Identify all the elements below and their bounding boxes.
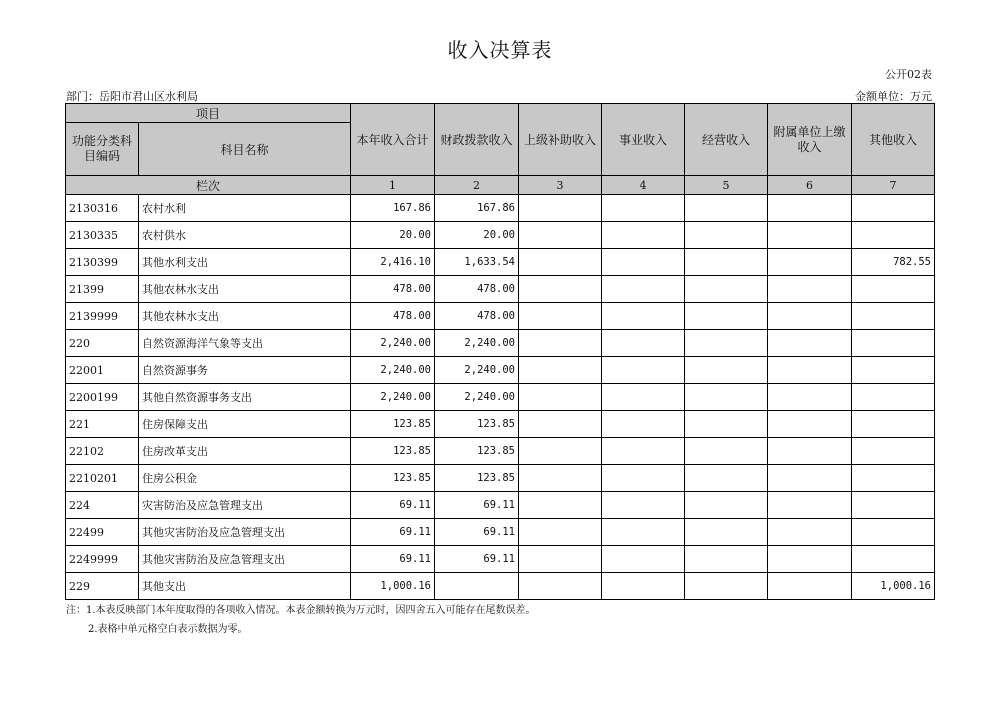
other-income-cell	[852, 222, 935, 249]
function-code-cell: 2130316	[66, 195, 139, 222]
operating-income-cell	[685, 195, 768, 222]
business-income-cell	[602, 195, 685, 222]
column-number: 4	[602, 176, 685, 195]
subject-name-cell: 灾害防治及应急管理支出	[139, 492, 351, 519]
affiliated-unit-cell	[768, 303, 852, 330]
function-code-cell: 2200199	[66, 384, 139, 411]
superior-subsidy-cell	[519, 357, 602, 384]
table-row	[66, 222, 935, 249]
function-code-cell: 21399	[66, 276, 139, 303]
function-code-cell: 22499	[66, 519, 139, 546]
superior-subsidy-cell	[519, 195, 602, 222]
superior-subsidy-cell	[519, 222, 602, 249]
project-header: 项目	[66, 104, 351, 123]
operating-income-cell	[685, 573, 768, 600]
business-income-cell	[602, 303, 685, 330]
operating-income-cell	[685, 303, 768, 330]
fiscal-allocation-cell: 167.86	[435, 195, 519, 222]
table-row	[66, 384, 935, 411]
function-code-cell: 224	[66, 492, 139, 519]
fiscal-allocation-cell: 20.00	[435, 222, 519, 249]
table-row	[66, 519, 935, 546]
fiscal-allocation-cell: 2,240.00	[435, 357, 519, 384]
total-income-cell: 478.00	[351, 276, 435, 303]
page-title: 收入决算表	[447, 38, 553, 62]
superior-subsidy-cell	[519, 519, 602, 546]
other-income-cell	[852, 519, 935, 546]
function-code-cell: 2210201	[66, 465, 139, 492]
total-income-cell: 2,416.10	[351, 249, 435, 276]
affiliated-unit-cell	[768, 195, 852, 222]
function-code-cell: 2130335	[66, 222, 139, 249]
subject-name-cell: 其他自然资源事务支出	[139, 384, 351, 411]
column-number-row	[66, 176, 935, 195]
operating-income-cell	[685, 357, 768, 384]
superior-subsidy-cell	[519, 276, 602, 303]
affiliated-unit-cell	[768, 276, 852, 303]
total-income-cell: 2,240.00	[351, 330, 435, 357]
function-code-cell: 229	[66, 573, 139, 600]
other-income-cell	[852, 411, 935, 438]
total-income-cell: 69.11	[351, 519, 435, 546]
affiliated-unit-header: 附属单位上缴收入	[768, 104, 852, 176]
column-number: 2	[435, 176, 519, 195]
superior-subsidy-cell	[519, 438, 602, 465]
superior-subsidy-header: 上级补助收入	[519, 104, 602, 176]
operating-income-cell	[685, 492, 768, 519]
total-income-cell: 123.85	[351, 438, 435, 465]
subject-name-cell: 其他农林水支出	[139, 276, 351, 303]
column-number: 3	[519, 176, 602, 195]
affiliated-unit-cell	[768, 330, 852, 357]
fiscal-allocation-cell: 478.00	[435, 276, 519, 303]
superior-subsidy-cell	[519, 546, 602, 573]
other-income-cell	[852, 546, 935, 573]
operating-income-cell	[685, 276, 768, 303]
other-income-cell	[852, 195, 935, 222]
table-row	[66, 438, 935, 465]
business-income-cell	[602, 357, 685, 384]
superior-subsidy-cell	[519, 492, 602, 519]
superior-subsidy-cell	[519, 573, 602, 600]
total-income-cell: 1,000.16	[351, 573, 435, 600]
business-income-cell	[602, 546, 685, 573]
total-income-cell: 69.11	[351, 546, 435, 573]
fiscal-allocation-cell: 123.85	[435, 411, 519, 438]
other-income-cell	[852, 492, 935, 519]
operating-income-cell	[685, 330, 768, 357]
operating-income-cell	[685, 222, 768, 249]
form-number: 公开02表	[885, 68, 932, 81]
total-income-cell: 167.86	[351, 195, 435, 222]
function-code-cell: 2130399	[66, 249, 139, 276]
operating-income-header: 经营收入	[685, 104, 768, 176]
other-income-cell	[852, 438, 935, 465]
business-income-cell	[602, 384, 685, 411]
fiscal-allocation-cell: 1,633.54	[435, 249, 519, 276]
other-income-cell	[852, 330, 935, 357]
superior-subsidy-cell	[519, 330, 602, 357]
fiscal-allocation-cell: 123.85	[435, 465, 519, 492]
business-income-cell	[602, 222, 685, 249]
other-income-header: 其他收入	[852, 104, 935, 176]
table-row	[66, 573, 935, 600]
fiscal-allocation-cell: 478.00	[435, 303, 519, 330]
subject-name-cell: 农村供水	[139, 222, 351, 249]
operating-income-cell	[685, 465, 768, 492]
department-label: 部门：岳阳市君山区水利局	[66, 90, 198, 103]
table-row	[66, 249, 935, 276]
footnote-1: 注：1.本表反映部门本年度取得的各项收入情况。本表金额转换为万元时，因四舍五入可能存在尾数误差。	[66, 605, 536, 616]
other-income-cell	[852, 276, 935, 303]
other-income-cell: 1,000.16	[852, 573, 935, 600]
other-income-cell	[852, 384, 935, 411]
operating-income-cell	[685, 438, 768, 465]
subject-name-cell: 其他支出	[139, 573, 351, 600]
footnotes	[66, 601, 536, 639]
superior-subsidy-cell	[519, 249, 602, 276]
table-row	[66, 303, 935, 330]
affiliated-unit-cell	[768, 492, 852, 519]
total-income-cell: 478.00	[351, 303, 435, 330]
subject-name-cell: 住房公积金	[139, 465, 351, 492]
function-code-cell: 22001	[66, 357, 139, 384]
function-code-cell: 220	[66, 330, 139, 357]
total-income-cell: 123.85	[351, 411, 435, 438]
business-income-cell	[602, 492, 685, 519]
function-code-header: 功能分类科目编码	[66, 123, 139, 176]
business-income-cell	[602, 519, 685, 546]
fiscal-allocation-cell: 123.85	[435, 438, 519, 465]
operating-income-cell	[685, 546, 768, 573]
business-income-cell	[602, 249, 685, 276]
operating-income-cell	[685, 411, 768, 438]
superior-subsidy-cell	[519, 303, 602, 330]
table-row	[66, 465, 935, 492]
affiliated-unit-cell	[768, 438, 852, 465]
fiscal-allocation-cell: 2,240.00	[435, 330, 519, 357]
subject-name-cell: 其他灾害防治及应急管理支出	[139, 546, 351, 573]
table-row	[66, 492, 935, 519]
affiliated-unit-cell	[768, 573, 852, 600]
operating-income-cell	[685, 519, 768, 546]
business-income-cell	[602, 573, 685, 600]
affiliated-unit-cell	[768, 357, 852, 384]
table-row	[66, 357, 935, 384]
affiliated-unit-cell	[768, 546, 852, 573]
function-code-cell: 2249999	[66, 546, 139, 573]
business-income-cell	[602, 330, 685, 357]
business-income-cell	[602, 438, 685, 465]
fiscal-allocation-header: 财政拨款收入	[435, 104, 519, 176]
column-number: 7	[852, 176, 935, 195]
affiliated-unit-cell	[768, 222, 852, 249]
column-row-label: 栏次	[66, 176, 351, 195]
affiliated-unit-cell	[768, 519, 852, 546]
subject-name-cell: 其他灾害防治及应急管理支出	[139, 519, 351, 546]
fiscal-allocation-cell: 2,240.00	[435, 384, 519, 411]
table-row	[66, 411, 935, 438]
other-income-cell	[852, 303, 935, 330]
affiliated-unit-cell	[768, 411, 852, 438]
subject-name-cell: 其他水利支出	[139, 249, 351, 276]
affiliated-unit-cell	[768, 249, 852, 276]
operating-income-cell	[685, 249, 768, 276]
header-row-project	[66, 104, 935, 123]
other-income-cell: 782.55	[852, 249, 935, 276]
total-income-cell: 20.00	[351, 222, 435, 249]
operating-income-cell	[685, 384, 768, 411]
fiscal-allocation-cell	[435, 573, 519, 600]
superior-subsidy-cell	[519, 384, 602, 411]
revenue-table	[65, 103, 935, 600]
total-income-cell: 123.85	[351, 465, 435, 492]
table-row	[66, 330, 935, 357]
affiliated-unit-cell	[768, 384, 852, 411]
fiscal-allocation-cell: 69.11	[435, 546, 519, 573]
business-income-cell	[602, 465, 685, 492]
superior-subsidy-cell	[519, 465, 602, 492]
subject-name-cell: 住房保障支出	[139, 411, 351, 438]
fiscal-allocation-cell: 69.11	[435, 519, 519, 546]
business-income-cell	[602, 411, 685, 438]
total-income-header: 本年收入合计	[351, 104, 435, 176]
function-code-cell: 2139999	[66, 303, 139, 330]
function-code-cell: 221	[66, 411, 139, 438]
subject-name-cell: 农村水利	[139, 195, 351, 222]
column-number: 1	[351, 176, 435, 195]
total-income-cell: 2,240.00	[351, 357, 435, 384]
subject-name-cell: 其他农林水支出	[139, 303, 351, 330]
table-row	[66, 195, 935, 222]
table-row	[66, 546, 935, 573]
column-number: 5	[685, 176, 768, 195]
footnote-2: 2.表格中单元格空白表示数据为零。	[88, 624, 248, 635]
column-number: 6	[768, 176, 852, 195]
subject-name-header: 科目名称	[139, 123, 351, 176]
business-income-header: 事业收入	[602, 104, 685, 176]
table-row	[66, 276, 935, 303]
total-income-cell: 69.11	[351, 492, 435, 519]
amount-unit-label: 金额单位：万元	[855, 90, 932, 103]
subject-name-cell: 自然资源海洋气象等支出	[139, 330, 351, 357]
total-income-cell: 2,240.00	[351, 384, 435, 411]
superior-subsidy-cell	[519, 411, 602, 438]
subject-name-cell: 自然资源事务	[139, 357, 351, 384]
business-income-cell	[602, 276, 685, 303]
other-income-cell	[852, 465, 935, 492]
affiliated-unit-cell	[768, 465, 852, 492]
other-income-cell	[852, 357, 935, 384]
subject-name-cell: 住房改革支出	[139, 438, 351, 465]
fiscal-allocation-cell: 69.11	[435, 492, 519, 519]
function-code-cell: 22102	[66, 438, 139, 465]
